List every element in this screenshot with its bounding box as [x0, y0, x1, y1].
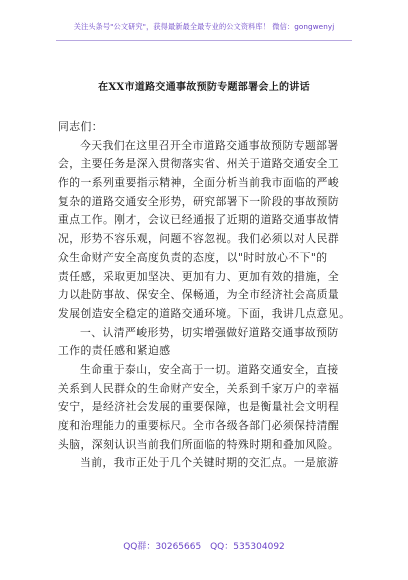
text-line: 力以赴防事故、保安全、保畅通，为全市经济社会高质量	[58, 288, 340, 302]
header-divider	[56, 40, 352, 41]
text-line: 当前，我市正处于几个关键时期的交汇点。一是旅游	[80, 456, 339, 470]
text-line: 一、认清严峻形势，切实增强做好道路交通事故预防	[80, 325, 339, 339]
text-line: 众生命财产安全高度负责的态度，以"时时放心不下"的	[58, 250, 328, 264]
text-line: 会，主要任务是深入贯彻落实省、州关于道路交通安全工	[58, 157, 340, 171]
header-note: 关注头条号"公文研究"，获得最新最全最专业的公文资料库！ 微信：gongwenyj	[73, 22, 335, 31]
salutation: 同志们：	[58, 120, 103, 133]
document-title: 在XX市道路交通事故预防专题部署会上的讲话	[98, 82, 310, 93]
text-line: 安宁，是经济社会发展的重要保障，也是衡量社会文明程	[58, 400, 340, 414]
text-line: 况，形势不容乐观，问题不容忽视。我们必须以对人民群	[58, 232, 340, 246]
text-line: 重点工作。刚才，会议已经通报了近期的道路交通事故情	[58, 213, 340, 227]
text-line: 作的一系列重要指示精神，全面分析当前我市面临的严峻	[58, 176, 340, 190]
text-line: 今天我们在这里召开全市道路交通事故预防专题部署	[80, 138, 339, 152]
qq-group-text: QQ群：30265665	[123, 542, 202, 552]
document-body	[58, 118, 358, 473]
text-line: 责任感，采取更加坚决、更加有力、更加有效的措施，全	[58, 269, 340, 283]
footer-contact	[0, 539, 408, 552]
text-line: 度和治理能力的重要标尺。全市各级各部门必须保持清醒	[58, 419, 340, 432]
qq-text: QQ：535304092	[210, 542, 285, 552]
text-line: 头脑，深刻认识当前我们所面临的特殊时期和叠加风险。	[58, 437, 340, 451]
text-line: 工作的责任感和紧迫感	[58, 344, 171, 358]
paragraph-lines	[58, 137, 358, 473]
text-line: 生命重于泰山，安全高于一切。道路交通安全，直接	[80, 362, 339, 376]
text-line: 复杂的道路交通安全形势，研究部署下一阶段的事故预防	[58, 194, 340, 208]
text-line: 关系到人民群众的生命财产安全，关系到千家万户的幸福	[58, 381, 340, 395]
text-line: 发展创造安全稳定的道路交通环境。下面，我讲几点意见。	[58, 306, 351, 320]
